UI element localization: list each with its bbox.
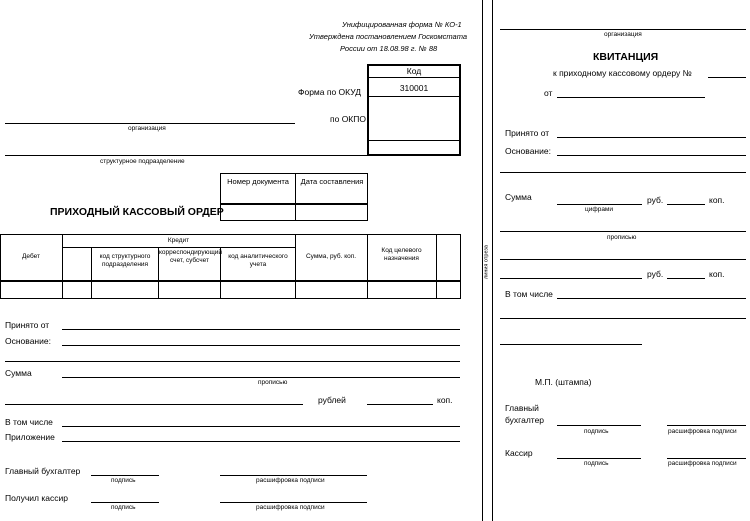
receipt-received-from-label: Принято от <box>505 128 550 138</box>
chief-accountant-decode-line[interactable] <box>220 475 367 476</box>
receipt-chief-decode-caption: расшифровка подписи <box>668 428 737 435</box>
form-header-line2: Утверждена постановлением Госкомстата <box>309 32 468 41</box>
received-cashier-label: Получил кассир <box>5 493 68 503</box>
cashier-decode-caption: расшифровка подписи <box>256 504 325 511</box>
receipt-cashier-label: Кассир <box>505 448 533 458</box>
sum-label: Сумма <box>5 368 32 378</box>
doc-date-field[interactable] <box>296 205 367 220</box>
receipt-cashier-signature-caption: подпись <box>584 460 609 467</box>
receipt-number-line[interactable] <box>708 77 746 78</box>
credit-subheader-unit-code: код структурного подразделения <box>99 253 151 269</box>
receipt-basis-line-2[interactable] <box>500 172 746 173</box>
receipt-chief-decode-line[interactable] <box>667 425 746 426</box>
sum-line[interactable] <box>62 377 460 378</box>
basis-line-2[interactable] <box>5 361 460 362</box>
structural-unit-line[interactable] <box>5 155 367 156</box>
cut-line-label: линия отреза <box>483 245 490 279</box>
receipt-kop-line-2[interactable] <box>667 278 705 279</box>
receipt-sum-words-line[interactable] <box>500 231 746 232</box>
receipt-sum-words-line-3[interactable] <box>500 278 642 279</box>
doc-number-field[interactable] <box>221 205 294 220</box>
attachment-label: Приложение <box>5 432 55 442</box>
receipt-kop-line[interactable] <box>667 204 705 205</box>
sum-in-words-caption: прописью <box>258 379 288 386</box>
basis-label: Основание: <box>5 336 51 346</box>
sum-header: Сумма, руб. коп. <box>305 253 357 260</box>
okud-label: Форма по ОКУД <box>298 87 361 97</box>
including-label: В том числе <box>5 417 53 427</box>
organization-line[interactable] <box>5 123 295 124</box>
receipt-date-line[interactable] <box>557 97 705 98</box>
receipt-cashier-decode-line[interactable] <box>667 458 746 459</box>
receipt-cashier-signature-line[interactable] <box>557 458 641 459</box>
kop-label: коп. <box>437 395 453 405</box>
receipt-kop-label: коп. <box>709 195 725 205</box>
receipt-rub-label-2: руб. <box>647 269 664 279</box>
receipt-subtitle: к приходному кассовому ордеру № <box>553 68 692 78</box>
receipt-stamp-label: М.П. (штампа) <box>535 377 592 387</box>
credit-subheader-analytics: код аналитического учета <box>228 253 288 269</box>
form-header-line3: России от 18.08.98 г. № 88 <box>340 44 438 53</box>
chief-accountant-decode-caption: расшифровка подписи <box>256 477 325 484</box>
receipt-rub-label: руб. <box>647 195 664 205</box>
receipt-sum-words-line-2[interactable] <box>500 259 746 260</box>
purpose-code-header: Код целевого назначения <box>381 247 422 263</box>
rubles-label: рублей <box>318 395 346 405</box>
receipt-received-from-line[interactable] <box>557 137 746 138</box>
receipt-in-words-caption: прописью <box>607 234 637 241</box>
receipt-including-line-3[interactable] <box>500 344 642 345</box>
receipt-cashier-decode-caption: расшифровка подписи <box>668 460 737 467</box>
debit-header: Дебет <box>22 253 40 260</box>
doc-date-header: Дата составления <box>300 177 364 186</box>
document-title: ПРИХОДНЫЙ КАССОВЫЙ ОРДЕР <box>50 206 224 218</box>
received-from-label: Принято от <box>5 320 50 330</box>
receipt-chief-label-line1: Главный <box>505 403 539 413</box>
chief-accountant-signature-line[interactable] <box>91 475 159 476</box>
receipt-chief-signature-caption: подпись <box>584 428 609 435</box>
doc-number-header: Номер документа <box>227 177 289 186</box>
receipt-basis-line[interactable] <box>557 155 746 156</box>
kopecks-line[interactable] <box>367 404 433 405</box>
receipt-organization-caption: организация <box>604 31 642 38</box>
receipt-chief-signature-line[interactable] <box>557 425 641 426</box>
okpo-label: по ОКПО <box>330 114 366 124</box>
cashier-signature-caption: подпись <box>111 504 136 511</box>
receipt-digits-caption: цифрами <box>585 206 614 213</box>
chief-accountant-signature-caption: подпись <box>111 477 136 484</box>
receipt-sum-label: Сумма <box>505 192 532 202</box>
structural-unit-caption: структурное подразделение <box>100 158 185 165</box>
receipt-chief-label-line2: бухгалтер <box>505 415 545 425</box>
receipt-including-line-2[interactable] <box>500 318 746 319</box>
receipt-including-line[interactable] <box>557 298 746 299</box>
receipt-including-label: В том числе <box>505 289 553 299</box>
credit-header: Кредит <box>167 237 190 244</box>
basis-line[interactable] <box>62 345 460 346</box>
receipt-from-label: от <box>544 88 553 98</box>
receipt-basis-label: Основание: <box>505 146 551 156</box>
received-from-line[interactable] <box>62 329 460 330</box>
form-header-line1: Унифицированная форма № КО-1 <box>342 20 462 29</box>
attachment-line[interactable] <box>62 441 460 442</box>
cashier-decode-line[interactable] <box>220 502 367 503</box>
cashier-signature-line[interactable] <box>91 502 159 503</box>
receipt-sum-digits-line[interactable] <box>557 204 642 205</box>
credit-subheader-account: корреспондирующий счет, субсчет <box>159 249 223 265</box>
receipt-title: КВИТАНЦИЯ <box>593 51 659 63</box>
including-line[interactable] <box>62 426 460 427</box>
receipt-kop-label-2: коп. <box>709 269 725 279</box>
organization-caption: организация <box>128 125 166 132</box>
sum-words-line[interactable] <box>5 404 303 405</box>
okud-value: 310001 <box>399 83 429 93</box>
code-header: Код <box>406 66 422 76</box>
chief-accountant-label: Главный бухгалтер <box>5 466 81 476</box>
receipt-organization-line[interactable] <box>500 29 746 30</box>
